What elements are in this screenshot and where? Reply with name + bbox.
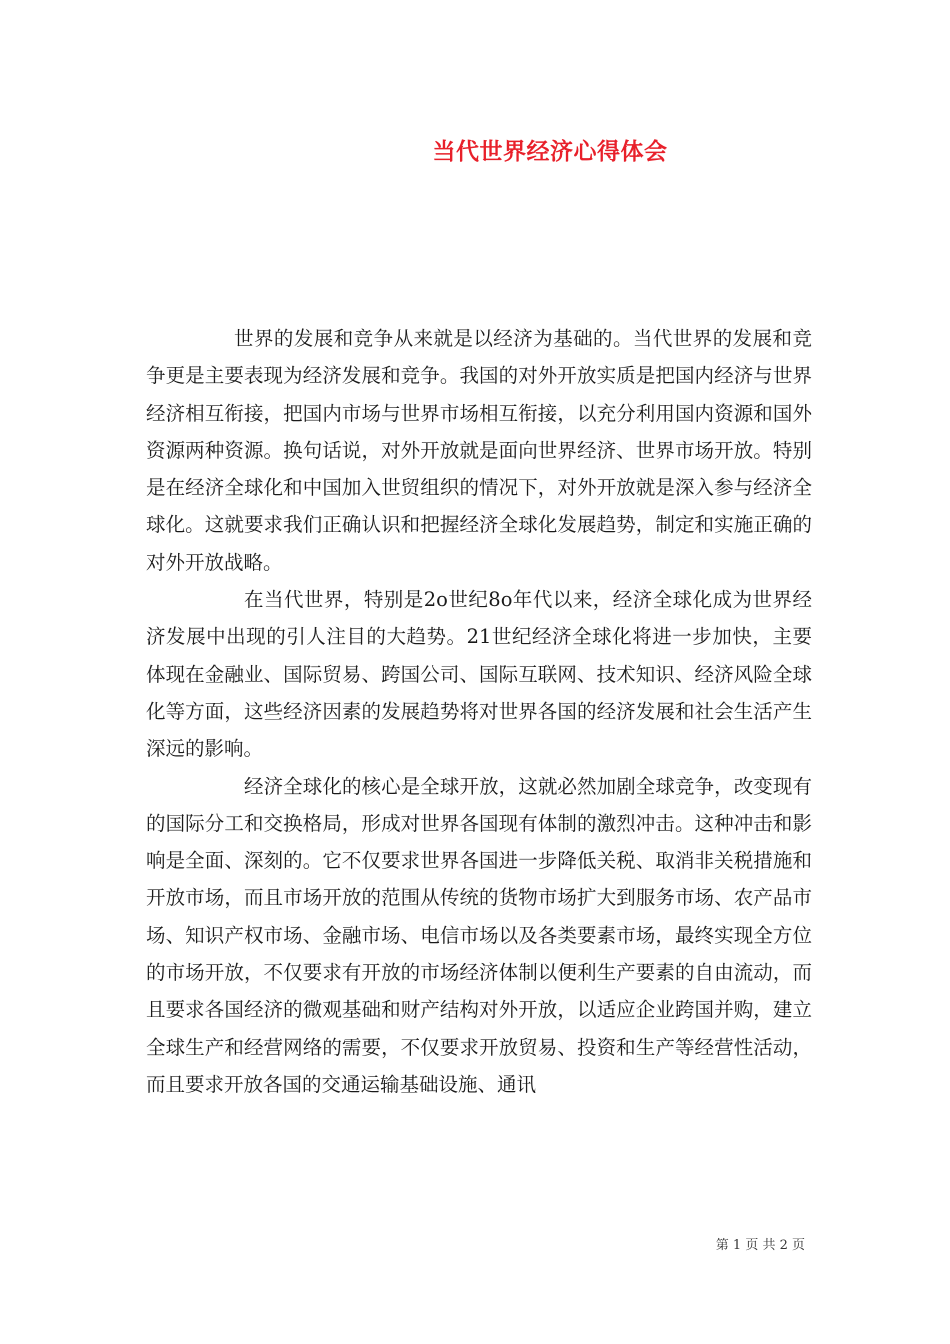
paragraph-2: 在当代世界，特别是2o世纪8o年代以来，经济全球化成为世界经济发展中出现的引人注目的大趋势。21世纪经济全球化将进一步加快，主要体现在金融业、国际贸易、跨国公司、国际互联网、技术知识、经济风险全球化等方面，这些经济因素的发展趋势将对世界各国的经济发展和社会生活产生深远的影响。 — [146, 588, 812, 761]
paragraph-3: 经济全球化的核心是全球开放，这就必然加剧全球竞争，改变现有的国际分工和交换格局，形成对世界各国现有体制的激烈冲击。这种冲击和影响是全面、深刻的。它不仅要求世界各国进一步降低关税、取消非关税措施和开放市场，而且市场开放的范围从传统的货物市场扩大到服务市场、农产品市场、知识产权市场、金融市场、电信市场以及各类要素市场，最终实现全方位的市场开放，不仅要求有开放的市场经济体制以便利生产要素的自由流动，而且要求各国经济的微观基础和财产结构对外开放，以适应企业跨国并购，建立全球生产和经营网络的需要，不仅要求开放贸易、投资和生产等经营性活动，而且要求开放各国的交通运输基础设施、通讯 — [146, 774, 812, 1096]
document-body — [146, 320, 812, 1103]
paragraph-1: 世界的发展和竞争从来就是以经济为基础的。当代世界的发展和竞争更是主要表现为经济发展和竞争。我国的对外开放实质是把国内经济与世界经济相互衔接，把国内市场与世界市场相互衔接，以充分利用国内资源和国外资源两种资源。换句话说，对外开放就是面向世界经济、世界市场开放。特别是在经济全球化和中国加入世贸组织的情况下，对外开放就是深入参与经济全球化。这就要求我们正确认识和把握经济全球化发展趋势，制定和实施正确的对外开放战略。 — [146, 327, 812, 574]
page-number-footer: 第 1 页 共 2 页 — [715, 1238, 805, 1253]
document-title: 当代世界经济心得体会 — [432, 138, 668, 165]
